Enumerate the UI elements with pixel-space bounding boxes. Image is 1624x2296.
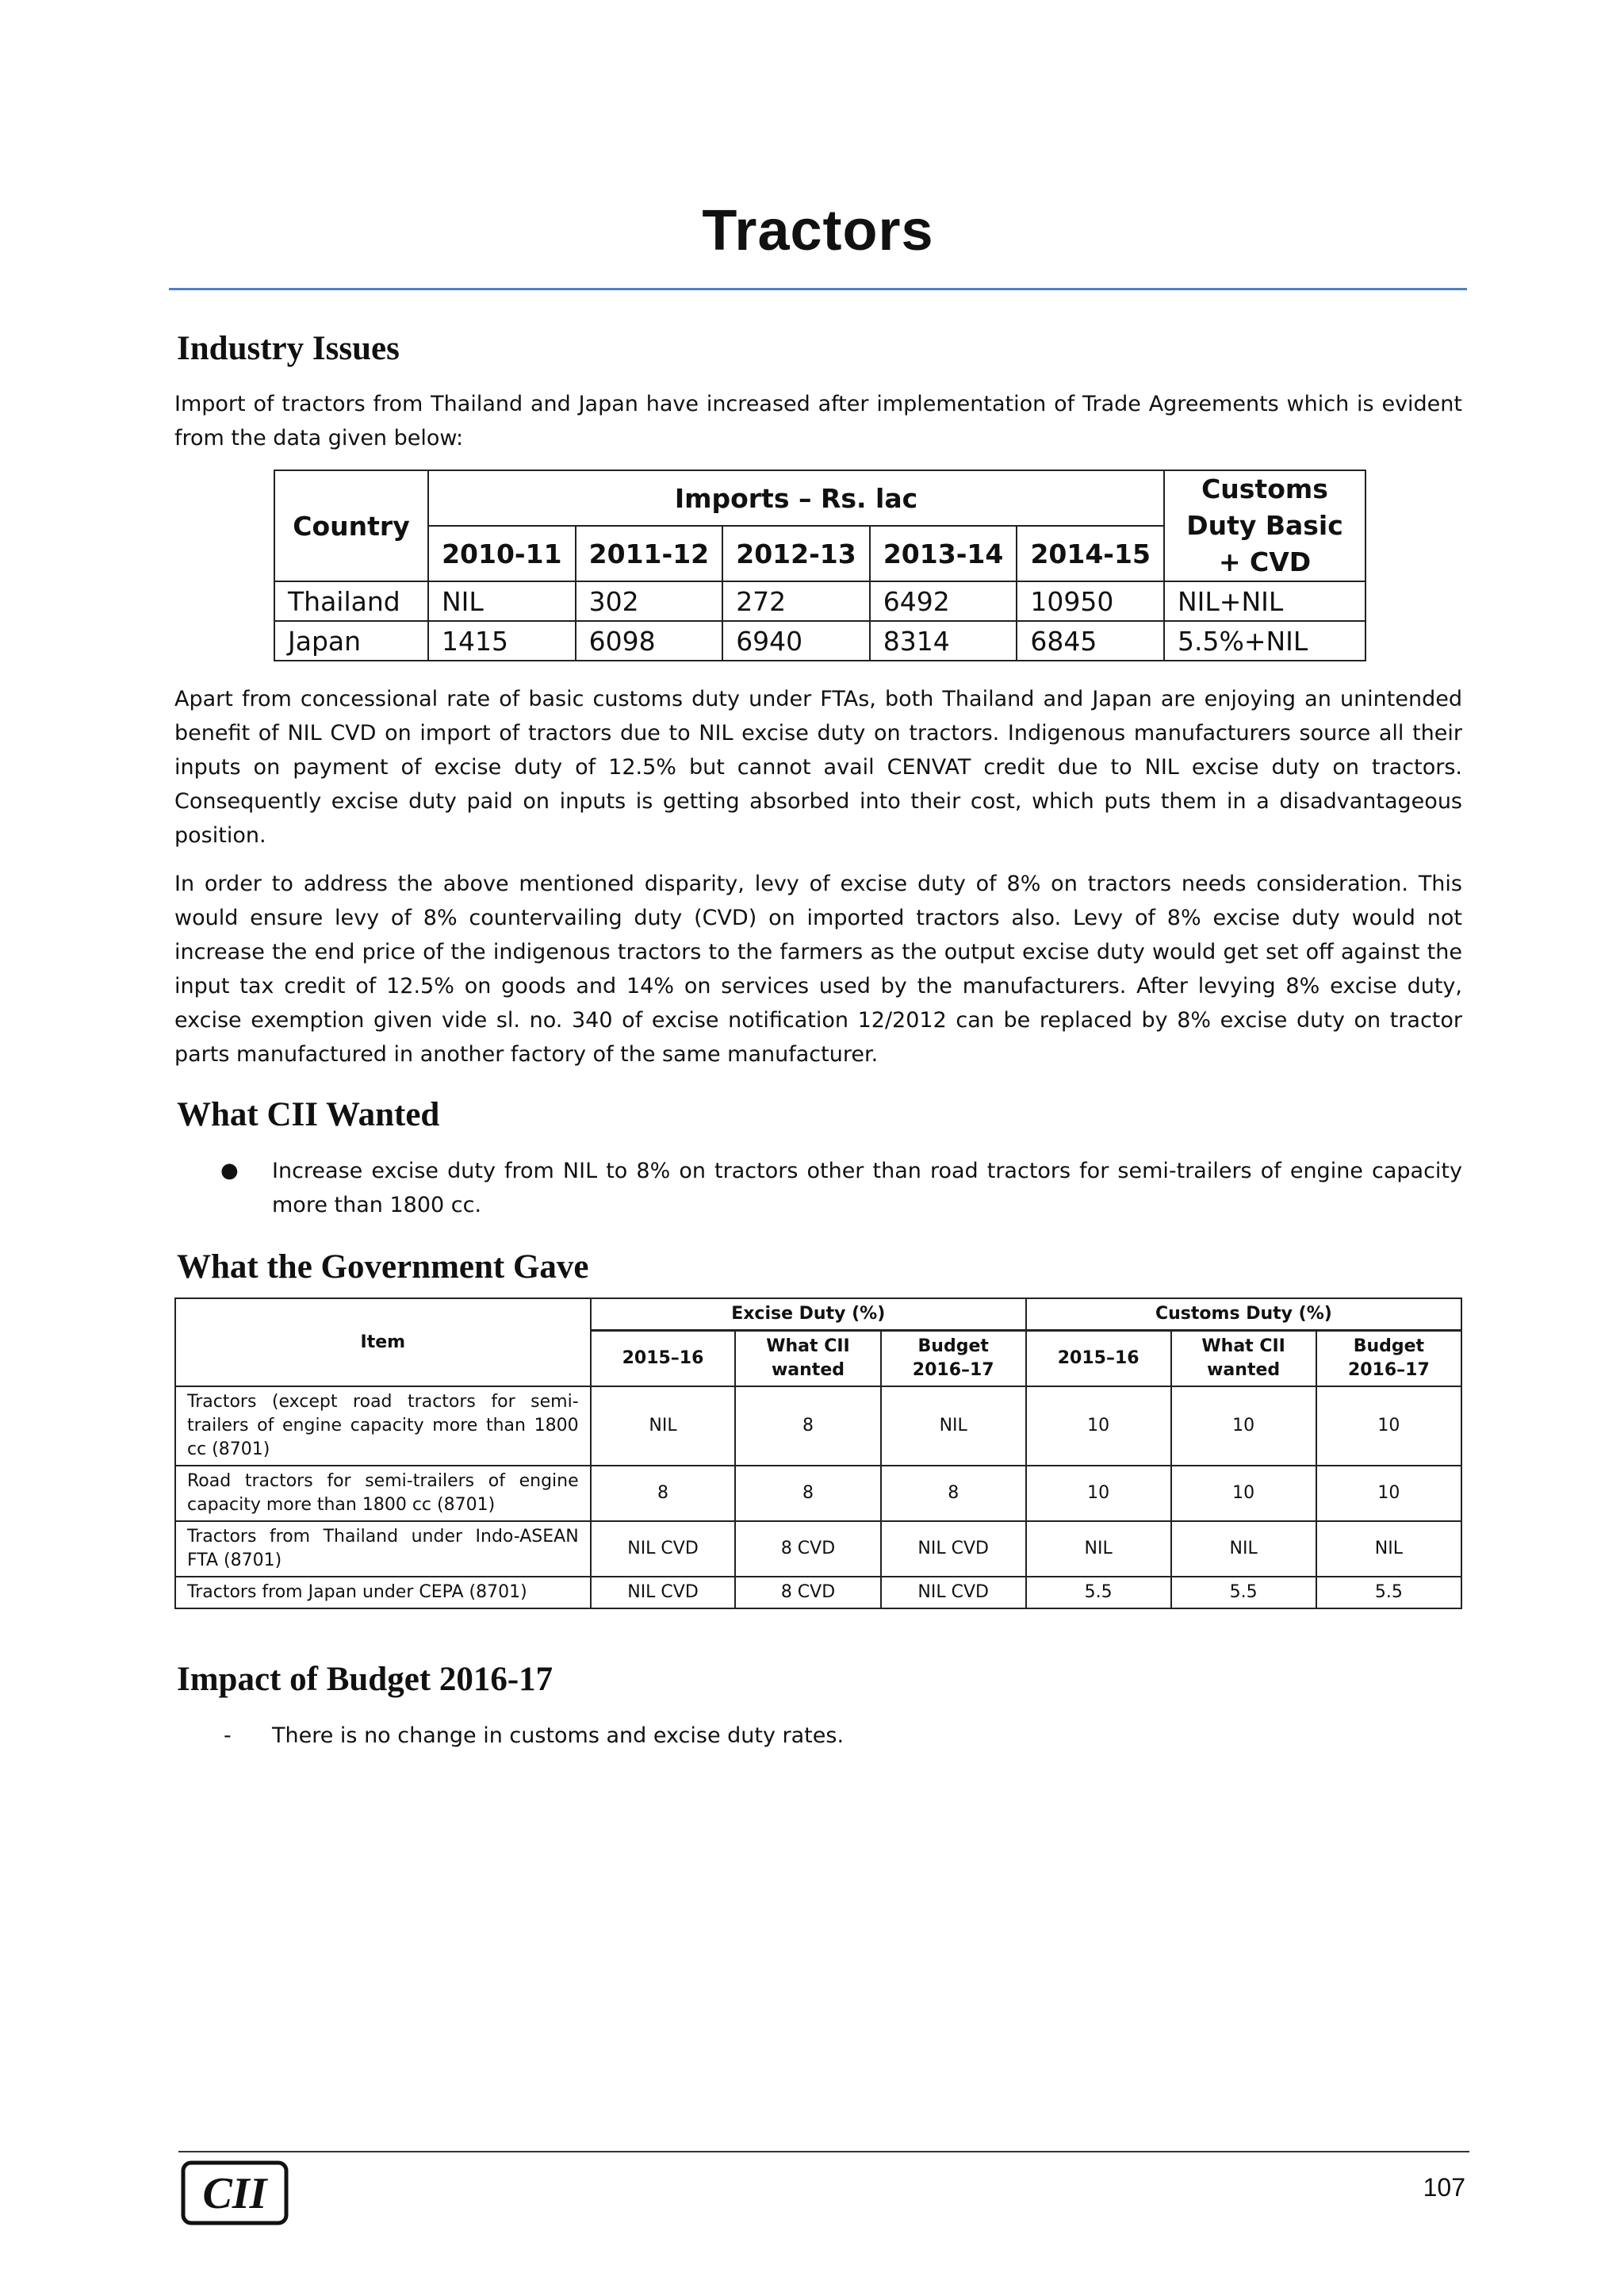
cell-value: NIL CVD (591, 1577, 736, 1608)
title-divider (169, 288, 1467, 290)
cell-item: Tractors from Japan under CEPA (8701) (175, 1577, 591, 1608)
header-imports: Imports – Rs. lac (428, 470, 1164, 526)
cell-country: Thailand (274, 581, 428, 621)
cell-value: 8 (591, 1466, 736, 1521)
table-row (274, 621, 1365, 661)
cell-value: NIL CVD (881, 1577, 1026, 1608)
cell-value: 10 (1026, 1386, 1171, 1466)
cell-customs: 5.5%+NIL (1164, 621, 1365, 661)
header-year: 2011-12 (576, 526, 723, 581)
dash-icon: - (224, 1723, 232, 1748)
header-year: 2010-11 (428, 526, 576, 581)
heading-what-cii-wanted: What CII Wanted (177, 1096, 440, 1134)
header-excise-duty: Excise Duty (%) (591, 1298, 1026, 1331)
cell-value: 1415 (428, 621, 576, 661)
cell-value: 10 (1171, 1466, 1316, 1521)
cell-value: 10 (1171, 1386, 1316, 1466)
bullet-icon: ● (220, 1158, 239, 1182)
cell-value: NIL (881, 1386, 1026, 1466)
cell-value: 6940 (722, 621, 870, 661)
table-row (274, 581, 1365, 621)
table-row (175, 1466, 1461, 1521)
header-customs-duty: Customs Duty Basic + CVD (1164, 470, 1365, 581)
cell-value: 5.5 (1171, 1577, 1316, 1608)
header-col: Budget 2016–17 (1316, 1331, 1461, 1387)
cell-value: 8314 (870, 621, 1017, 661)
header-year: 2012-13 (722, 526, 870, 581)
header-col: 2015–16 (1026, 1331, 1171, 1387)
header-year: 2014-15 (1017, 526, 1164, 581)
heading-industry-issues: Industry Issues (177, 330, 400, 367)
cell-value: NIL (1316, 1521, 1461, 1577)
cell-value: 6492 (870, 581, 1017, 621)
page-content (174, 329, 1462, 1753)
table-header-row (175, 1298, 1461, 1331)
cell-value: 5.5 (1316, 1577, 1461, 1608)
cell-value: NIL (591, 1386, 736, 1466)
cell-value: 5.5 (1026, 1577, 1171, 1608)
cell-value: 10 (1316, 1466, 1461, 1521)
page-title: Tractors (702, 199, 934, 263)
list-item-text: There is no change in customs and excise duty rates. (272, 1723, 845, 1748)
cell-value: 10 (1026, 1466, 1171, 1521)
cell-value: 8 (735, 1466, 880, 1521)
header-country: Country (274, 470, 428, 581)
list-item-text: Increase excise duty from NIL to 8% on tractors other than road tractors for semi-trailers of engine capacity more than 1800 cc. (272, 1158, 1462, 1217)
cii-logo (181, 2160, 289, 2225)
cell-item: Tractors from Thailand under Indo-ASEAN FTA (8701) (175, 1521, 591, 1577)
cell-value: 10950 (1017, 581, 1164, 621)
cell-value: NIL (1171, 1521, 1316, 1577)
government-gave-table (174, 1297, 1462, 1609)
cell-value: 272 (722, 581, 870, 621)
header-customs-duty: Customs Duty (%) (1026, 1298, 1461, 1331)
cell-value: 8 CVD (735, 1521, 880, 1577)
impact-list (174, 1719, 1462, 1753)
header-year: 2013-14 (870, 526, 1017, 581)
table-row (175, 1521, 1461, 1577)
header-col: 2015–16 (591, 1331, 736, 1387)
cell-value: 302 (576, 581, 723, 621)
header-item: Item (175, 1298, 591, 1386)
table-row (175, 1386, 1461, 1466)
cell-value: NIL (428, 581, 576, 621)
list-item (174, 1154, 1462, 1222)
cell-value: 8 (881, 1466, 1026, 1521)
paragraph-fta-benefit: Apart from concessional rate of basic customs duty under FTAs, both Thailand and Japan are enjoying an unintended benefit of NIL CVD on import of tractors due to NIL excise duty on tractors. Indigenous manufacturers source all their inputs on payment of excise duty of 12.5% but cannot avail CENVAT credit due to NIL excise duty on tractors. Consequently excise duty paid on inputs is getting absorbed into their cost, which puts them in a disadvantageous position. (174, 687, 1462, 849)
cell-value: 10 (1316, 1386, 1461, 1466)
cell-value: NIL CVD (881, 1521, 1026, 1577)
cell-value: NIL (1026, 1521, 1171, 1577)
logo-text: CII (202, 2169, 267, 2218)
heading-what-govt-gave: What the Government Gave (177, 1248, 589, 1286)
cell-value: 8 CVD (735, 1577, 880, 1608)
paragraph-disparity: In order to address the above mentioned disparity, levy of excise duty of 8% on tractors needs consideration. This would ensure levy of 8% countervailing duty (CVD) on imported tractors also. Levy of 8% excise duty would not increase the end price of the indigenous tractors to the farmers as the output excise duty would get set off against the input tax credit of 12.5% on goods and 14% on services used by the manufacturers. After levying 8% excise duty, excise exemption given vide sl. no. 340 of excise notification 12/2012 can be replaced by 8% excise duty on tractor parts manufactured in another factory of the same manufacturer. (174, 872, 1462, 1068)
footer-divider (178, 2151, 1469, 2152)
table-header-row (274, 470, 1365, 526)
imports-table (274, 470, 1366, 661)
cell-item: Road tractors for semi-trailers of engine capacity more than 1800 cc (8701) (175, 1466, 591, 1521)
heading-impact: Impact of Budget 2016-17 (177, 1661, 553, 1699)
cell-country: Japan (274, 621, 428, 661)
header-col: Budget 2016–17 (881, 1331, 1026, 1387)
cell-value: 6098 (576, 621, 723, 661)
cell-customs: NIL+NIL (1164, 581, 1365, 621)
list-item (174, 1719, 1462, 1753)
cell-item: Tractors (except road tractors for semi-trailers of engine capacity more than 1800 cc (8701) (175, 1386, 591, 1466)
page-number: 107 (1423, 2173, 1465, 2202)
paragraph-intro: Import of tractors from Thailand and Japan have increased after implementation of Trade Agreements which is evident from the data given below: (174, 392, 1462, 451)
cii-wanted-list (174, 1154, 1462, 1222)
cell-value: NIL CVD (591, 1521, 736, 1577)
table-row (175, 1577, 1461, 1608)
cell-value: 6845 (1017, 621, 1164, 661)
header-col: What CII wanted (735, 1331, 880, 1387)
cell-value: 8 (735, 1386, 880, 1466)
header-col: What CII wanted (1171, 1331, 1316, 1387)
